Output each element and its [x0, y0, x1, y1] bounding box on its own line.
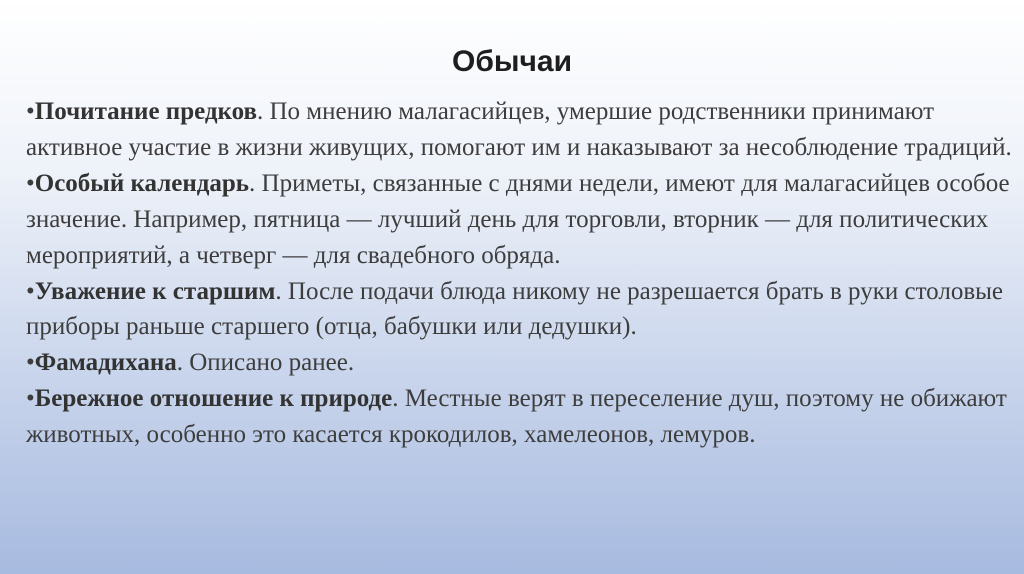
- item-term: Фамадихана: [34, 349, 177, 377]
- bullet: •: [26, 98, 35, 125]
- item-text: . После подачи блюда никому не разрешается брать в руки столовые приборы раньше старшего (отца, бабушки или дедушки).: [26, 277, 1004, 341]
- list-item-ancestors: [26, 94, 1016, 166]
- list-item-calendar: [26, 166, 1016, 274]
- item-term: Особый календарь: [34, 169, 250, 197]
- item-text: . По мнению малагасийцев, умершие родственники принимают активное участие в жизни живущих, помогают им и наказывают за несоблюдение традиций.: [26, 98, 1012, 161]
- bullet: •: [26, 169, 35, 197]
- slide-content: [26, 94, 1016, 453]
- bullet: •: [26, 385, 35, 413]
- list-item-elders: [26, 274, 1016, 346]
- slide-title: Обычаи: [451, 45, 573, 78]
- item-text: . Описано ранее.: [176, 349, 355, 377]
- item-term: Уважение к старшим: [34, 277, 276, 305]
- list-item-nature: [26, 381, 1016, 453]
- item-text: . Приметы, связанные с днями недели, имеют для малагасийцев особое значение. Например, пятница — лучший день для торговли, вторник — для политических мероприятий, а четверг — для свадебного обряда.: [26, 169, 1010, 269]
- item-term: Бережное отношение к природе: [34, 385, 393, 413]
- bullet: •: [26, 277, 35, 305]
- item-term: Почитание предков: [34, 98, 257, 125]
- item-text: . Местные верят в переселение душ, поэтому не обижают животных, особенно это касается крокодилов, хамелеонов, лемуров.: [26, 385, 1007, 449]
- list-item-famadihana: [26, 345, 1016, 381]
- bullet: •: [26, 349, 35, 377]
